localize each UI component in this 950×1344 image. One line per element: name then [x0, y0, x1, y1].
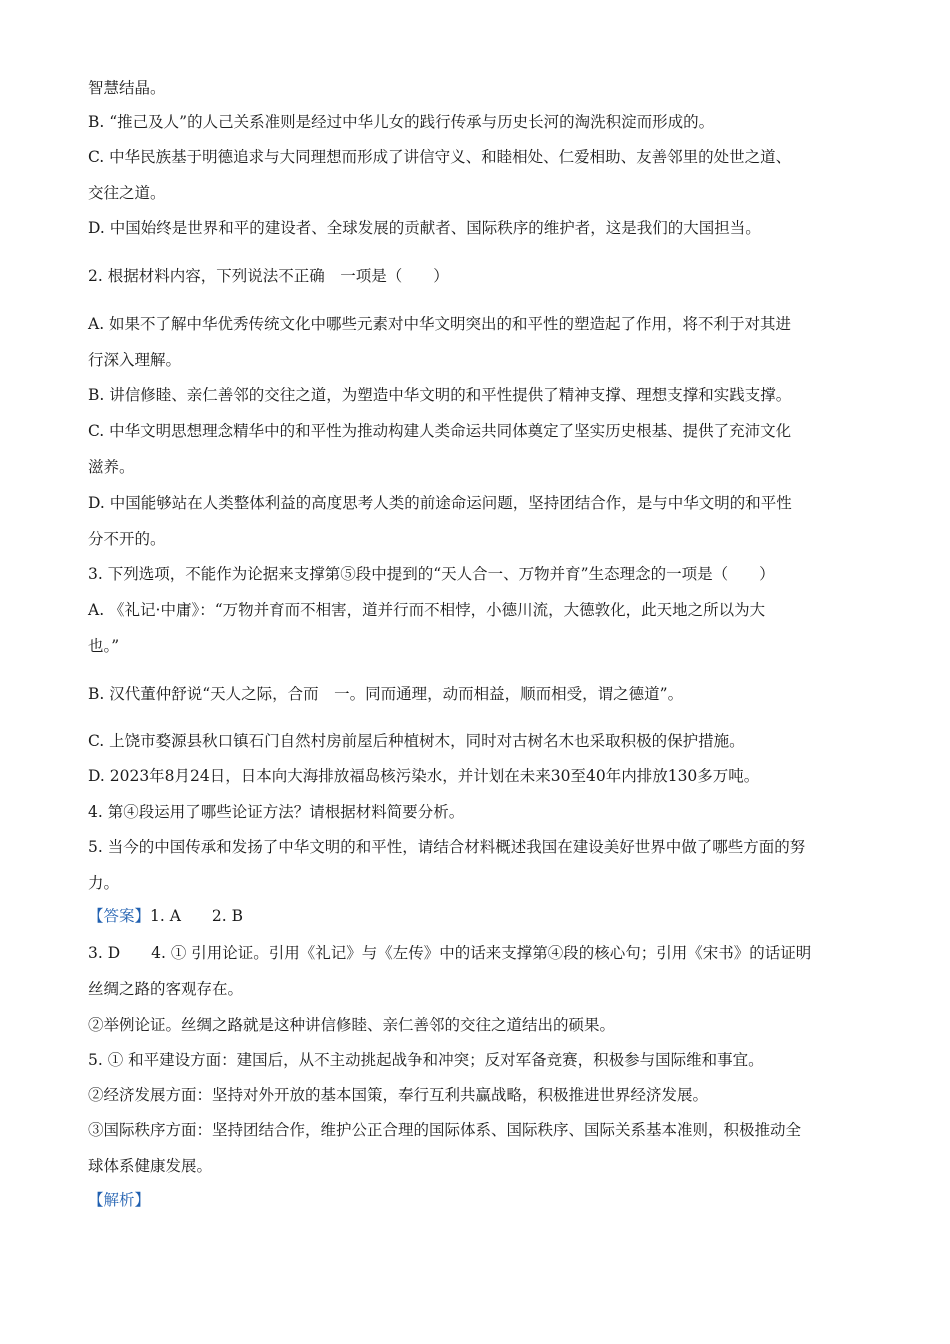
option-b: B. 讲信修睦、亲仁善邻的交往之道，为塑造中华文明的和平性提供了精神支撑、理想支撑和实践支撑。 [88, 386, 792, 404]
analysis-tag: 【解析】 [88, 1191, 151, 1209]
text-line: 也。” [88, 637, 120, 655]
text-line: 智慧结晶。 [88, 79, 166, 97]
text-line: 丝绸之路的客观存在。 [88, 980, 244, 998]
option-c: C. 上饶市婺源县秋口镇石门自然村房前屋后种植树木，同时对古树名木也采取积极的保护措施。 [88, 732, 745, 750]
text-line: 行深入理解。 [88, 351, 182, 369]
question-3: 3. 下列选项，不能作为论据来支撑第⑤段中提到的“天人合一、万物并育”生态理念的一项是（ ） [88, 565, 775, 583]
answer-tag: 【答案】 [88, 907, 151, 925]
option-c: C. 中华民族基于明德追求与大同理想而形成了讲信守义、和睦相处、仁爱相助、友善邻里的处世之道、 [88, 148, 792, 166]
answer-line: 5. ① 和平建设方面：建国后，从不主动挑起战争和冲突；反对军备竞赛，积极参与国际维和事宜。 [88, 1051, 764, 1069]
text-line: 滋养。 [88, 458, 135, 476]
text-line: 球体系健康发展。 [88, 1157, 213, 1175]
question-4: 4. 第④段运用了哪些论证方法？请根据材料简要分析。 [88, 803, 465, 821]
text-line: 分不开的。 [88, 530, 166, 548]
text-line: 交往之道。 [88, 184, 166, 202]
answer-line [88, 906, 868, 926]
option-d: D. 中国能够站在人类整体利益的高度思考人类的前途命运问题，坚持团结合作，是与中华文明的和平性 [88, 494, 792, 512]
option-d: D. 2023年8月24日，日本向大海排放福岛核污染水，并计划在未来30至40年内排放130多万吨。 [88, 767, 760, 785]
option-a: A. 如果不了解中华优秀传统文化中哪些元素对中华文明突出的和平性的塑造起了作用，将不利于对其进 [88, 315, 792, 333]
question-2: 2. 根据材料内容，下列说法不正确 一项是（ ） [88, 267, 449, 285]
answer-text: 1. A 2. B [150, 907, 244, 925]
option-d: D. 中国始终是世界和平的建设者、全球发展的贡献者、国际秩序的维护者，这是我们的大国担当。 [88, 219, 761, 237]
text-line: ②举例论证。丝绸之路就是这种讲信修睦、亲仁善邻的交往之道结出的硕果。 [88, 1016, 616, 1034]
option-c: C. 中华文明思想理念精华中的和平性为推动构建人类命运共同体奠定了坚实历史根基、提供了充沛文化 [88, 422, 792, 440]
question-5: 5. 当今的中国传承和发扬了中华文明的和平性，请结合材料概述我国在建设美好世界中做了哪些方面的努 [88, 838, 806, 856]
option-b: B. “推己及人”的人己关系准则是经过中华儿女的践行传承与历史长河的淘洗积淀而形成的。 [88, 113, 715, 131]
text-line: ③国际秩序方面：坚持团结合作，维护公正合理的国际体系、国际秩序、国际关系基本准则，积极推动全 [88, 1121, 802, 1139]
option-b: B. 汉代董仲舒说“天人之际，合而 一。同而通理，动而相益，顺而相受，谓之德道”。 [88, 685, 684, 703]
option-a: A. 《礼记·中庸》：“万物并育而不相害，道并行而不相悖，小德川流，大德敦化，此天地之所以为大 [88, 601, 766, 619]
text-line: 力。 [88, 874, 120, 892]
answer-line: 3. D 4. ① 引用论证。引用《礼记》与《左传》中的话来支撑第④段的核心句；引用《宋书》的话证明 [88, 944, 812, 962]
text-line: ②经济发展方面：坚持对外开放的基本国策，奉行互利共赢战略，积极推进世界经济发展。 [88, 1086, 709, 1104]
